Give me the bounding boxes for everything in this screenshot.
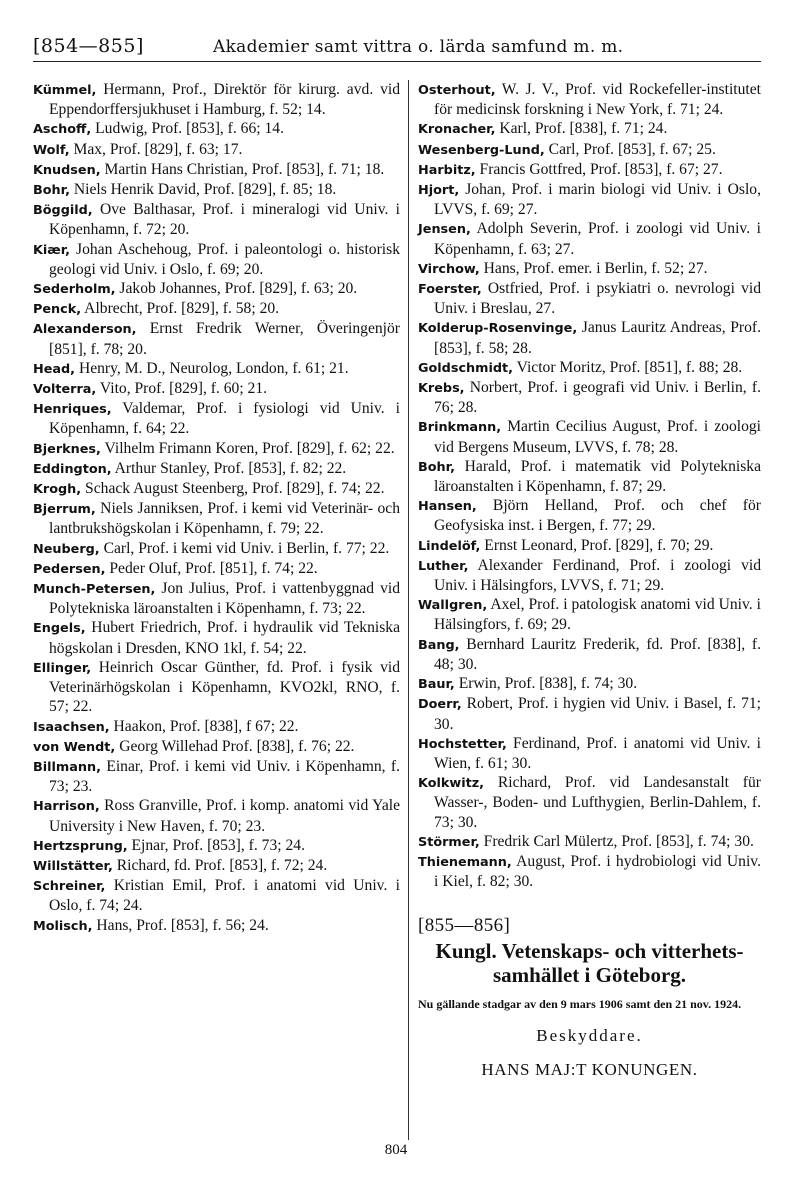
member-name: Volterra, xyxy=(33,382,97,398)
member-details: Vilhelm Frimann Koren, Prof. [829], f. 62; 22. xyxy=(100,439,395,457)
member-entry xyxy=(33,119,400,139)
member-entry xyxy=(418,378,761,417)
member-details: Carl, Prof. i kemi vid Univ. i Berlin, f. 77; 22. xyxy=(99,539,390,557)
member-details: Janus Lauritz Andreas, Prof. [853], f. 58; 28. xyxy=(434,319,761,357)
running-header xyxy=(33,35,761,62)
member-details: Johan, Prof. i marin biologi vid Univ. i Oslo, LVVS, f. 69; 27. xyxy=(434,181,761,219)
member-entry xyxy=(33,160,400,180)
member-details: Niels Janniksen, Prof. i kemi vid Veterinär- och lantbrukshögskolan i Köpenhamn, f. 79; 22. xyxy=(49,500,400,538)
member-entry xyxy=(33,876,400,915)
member-entry xyxy=(418,318,761,357)
member-name: Harrison, xyxy=(33,799,100,815)
member-details: Hans, Prof. [853], f. 56; 24. xyxy=(92,916,269,934)
member-name: Kolderup-Rosenvinge, xyxy=(418,321,578,337)
member-details: Norbert, Prof. i geografi vid Univ. i Berlin, f. 76; 28. xyxy=(434,379,761,417)
member-details: Ostfried, Prof. i psykiatri o. nevrologi vid Univ. i Breslau, 27. xyxy=(434,280,761,318)
member-details: Ejnar, Prof. [853], f. 73; 24. xyxy=(127,836,305,854)
member-details: August, Prof. i hydrobiologi vid Univ. i Kiel, f. 82; 30. xyxy=(434,852,761,891)
member-name: Thienemann, xyxy=(418,854,512,870)
member-name: Wallgren, xyxy=(418,598,488,614)
member-details: W. J. V., Prof. vid Rockefeller-institutet för medicinsk forskning i New York, f. 71; 24. xyxy=(434,81,761,119)
member-details: Martin Hans Christian, Prof. [853], f. 71; 18. xyxy=(100,160,385,178)
member-name: Harbitz, xyxy=(418,162,476,178)
member-entry xyxy=(418,140,761,160)
member-details: Alexander Ferdinand, Prof. i zoologi vid Univ. i Hälsingfors, LVVS, f. 71; 29. xyxy=(434,556,761,595)
member-name: Aschoff, xyxy=(33,122,92,138)
member-entry xyxy=(33,439,400,459)
member-entry xyxy=(33,80,400,119)
member-details: Heinrich Oscar Günther, fd. Prof. i fysik vid Veterinärhögskolan i Köpenhamn, KVO2kl, RNO, f. 57; 22. xyxy=(49,658,400,716)
member-name: Alexanderson, xyxy=(33,322,137,338)
member-name: Molisch, xyxy=(33,918,93,934)
member-entry xyxy=(418,279,761,318)
member-entry xyxy=(33,479,400,499)
section-number: [855—856] xyxy=(418,915,511,937)
member-name: Böggild, xyxy=(33,203,93,219)
member-details: Björn Helland, Prof. och chef för Geofysiska inst. i Bergen, f. 77; 29. xyxy=(434,497,761,535)
member-name: Bohr, xyxy=(418,459,455,475)
member-details: Carl, Prof. [853], f. 67; 25. xyxy=(544,140,716,158)
member-details: Niels Henrik David, Prof. [829], f. 85; 18. xyxy=(69,181,337,199)
member-entry xyxy=(418,417,761,456)
header-page-range: [854—855] xyxy=(33,35,144,57)
member-details: Albrecht, Prof. [829], f. 58; 20. xyxy=(81,300,280,318)
member-name: Osterhout, xyxy=(418,83,496,98)
section-subheading: Beskyddare. xyxy=(536,1026,643,1046)
member-entry xyxy=(418,496,761,535)
member-entry xyxy=(418,358,761,378)
member-name: Isaachsen, xyxy=(33,719,110,735)
member-name: Baur, xyxy=(418,677,455,693)
section-goteborg xyxy=(418,915,761,1080)
member-entry xyxy=(33,240,400,279)
member-name: Lindelöf, xyxy=(418,538,481,554)
member-name: Ellinger, xyxy=(33,660,92,676)
member-details: Jon Julius, Prof. i vattenbyggnad vid Polytekniska läroanstalten i Köpenhamn, f. 73; 22. xyxy=(49,580,400,618)
member-details: Victor Moritz, Prof. [851], f. 88; 28. xyxy=(513,358,743,376)
member-name: Billmann, xyxy=(33,759,101,775)
section-statute-note: Nu gällande stadgar av den 9 mars 1906 samt den 21 nov. 1924. xyxy=(418,997,742,1012)
member-name: Hansen, xyxy=(418,499,477,515)
member-entry xyxy=(418,457,761,496)
member-name: Virchow, xyxy=(418,261,480,277)
member-details: Ross Granville, Prof. i komp. anatomi vid Yale University i New Haven, f. 70; 23. xyxy=(49,797,400,835)
member-name: Jensen, xyxy=(418,222,471,238)
member-name: Penck, xyxy=(33,302,82,318)
member-details: Karl, Prof. [838], f. 71; 24. xyxy=(495,120,668,138)
member-name: Sederholm, xyxy=(33,282,116,298)
member-details: Axel, Prof. i patologisk anatomi vid Univ. i Hälsingfors, f. 69; 29. xyxy=(434,596,761,634)
section-title-line2: samhället i Göteborg. xyxy=(492,963,687,988)
member-name: Krogh, xyxy=(33,482,82,498)
member-name: Hertzsprung, xyxy=(33,838,128,854)
member-details: Ferdinand, Prof. i anatomi vid Univ. i Wien, f. 61; 30. xyxy=(434,734,761,772)
member-name: Head, xyxy=(33,361,76,377)
member-details: Schack August Steenberg, Prof. [829], f. 74; 22. xyxy=(81,480,385,498)
member-name: Knudsen, xyxy=(33,162,101,178)
member-name: Störmer, xyxy=(418,834,480,850)
member-name: Pedersen, xyxy=(33,561,106,577)
member-entry xyxy=(418,556,761,595)
member-entry xyxy=(33,359,400,379)
member-name: Kronacher, xyxy=(418,122,496,138)
member-details: Kristian Emil, Prof. i anatomi vid Univ. i Oslo, f. 74; 24. xyxy=(49,877,400,915)
member-details: Henry, M. D., Neurolog, London, f. 61; 21. xyxy=(75,359,349,377)
member-entry xyxy=(33,399,400,438)
member-name: Bjerknes, xyxy=(33,441,101,457)
member-details: Haakon, Prof. [838], f 67; 22. xyxy=(109,717,299,735)
member-details: Erwin, Prof. [838], f. 74; 30. xyxy=(454,675,638,693)
member-entry xyxy=(418,536,761,556)
member-entry xyxy=(33,836,400,856)
member-name: Eddington, xyxy=(33,461,112,477)
member-entry xyxy=(33,459,400,479)
member-entry xyxy=(33,539,400,559)
member-name: Wolf, xyxy=(33,142,70,158)
member-entry xyxy=(33,717,400,737)
member-details: Richard, Prof. vid Landesanstalt für Wasser-, Boden- und Lufthygien, Berlin-Dahlem, f. 73; 30. xyxy=(434,774,761,831)
member-name: Bang, xyxy=(418,637,460,653)
member-name: Henriques, xyxy=(33,402,112,418)
column-divider xyxy=(408,80,409,1140)
member-name: Brinkmann, xyxy=(418,420,502,436)
member-details: Arthur Stanley, Prof. [853], f. 82; 22. xyxy=(111,459,347,477)
member-entry xyxy=(33,180,400,200)
member-details: Martin Cecilius August, Prof. i zoologi vid Bergens Museum, LVVS, f. 78; 28. xyxy=(434,418,761,456)
member-entry xyxy=(418,119,761,139)
section-title-line1: Kungl. Vetenskaps- och vitterhets- xyxy=(435,939,744,964)
member-entry xyxy=(418,80,761,119)
member-entry xyxy=(418,219,761,258)
member-details: Jakob Johannes, Prof. [829], f. 63; 20. xyxy=(115,280,358,298)
member-name: Schreiner, xyxy=(33,879,106,895)
member-entry xyxy=(418,674,761,694)
member-details: Richard, fd. Prof. [853], f. 72; 24. xyxy=(112,856,328,874)
member-entry xyxy=(418,595,761,634)
member-name: Bjerrum, xyxy=(33,502,96,518)
member-entry xyxy=(418,773,761,832)
member-name: Goldschmidt, xyxy=(418,360,514,376)
member-entry xyxy=(33,618,400,657)
member-entry xyxy=(33,796,400,835)
member-details: Max, Prof. [829], f. 63; 17. xyxy=(69,140,243,158)
member-name: Hjort, xyxy=(418,183,460,199)
member-name: Doerr, xyxy=(418,697,462,713)
member-name: Munch-Petersen, xyxy=(33,582,156,598)
member-entry xyxy=(33,499,400,538)
member-details: Valdemar, Prof. i fysiologi vid Univ. i Köpenhamn, f. 64; 22. xyxy=(49,400,400,438)
member-details: Ove Balthasar, Prof. i mineralogi vid Univ. i Köpenhamn, f. 72; 20. xyxy=(49,201,400,239)
left-column xyxy=(33,80,400,936)
member-details: Vito, Prof. [829], f. 60; 21. xyxy=(96,380,268,398)
member-entry xyxy=(33,658,400,717)
member-entry xyxy=(33,559,400,579)
page-number: 804 xyxy=(384,1142,408,1158)
member-details: Einar, Prof. i kemi vid Univ. i Köpenhamn, f. 73; 23. xyxy=(49,757,400,796)
member-entry xyxy=(33,579,400,618)
member-details: Hubert Friedrich, Prof. i hydraulik vid Tekniska högskolan i Dresden, KNO 1kl, f. 54; 22. xyxy=(49,619,400,657)
member-name: Kümmel, xyxy=(33,83,97,98)
member-entry xyxy=(418,832,761,852)
member-entry xyxy=(33,319,400,358)
member-details: Ludwig, Prof. [853], f. 66; 14. xyxy=(91,120,284,138)
member-entry xyxy=(418,734,761,773)
member-details: Bernhard Lauritz Frederik, fd. Prof. [838], f. 48; 30. xyxy=(434,635,761,673)
right-entry-list xyxy=(418,80,761,891)
member-details: Harald, Prof. i matematik vid Polytekniska läroanstalten i Köpenhamn, f. 87; 29. xyxy=(434,457,761,496)
member-details: Georg Willehad Prof. [838], f. 76; 22. xyxy=(115,737,355,755)
member-entry xyxy=(418,180,761,219)
member-entry xyxy=(418,160,761,180)
member-name: Hochstetter, xyxy=(418,736,507,752)
member-details: Adolph Severin, Prof. i zoologi vid Univ. i Köpenhamn, f. 63; 27. xyxy=(434,220,761,258)
member-details: Robert, Prof. i hygien vid Univ. i Basel, f. 71; 30. xyxy=(434,695,761,733)
member-details: Ernst Fredrik Werner, Överingenjör [851], f. 78; 20. xyxy=(49,320,400,358)
member-entry xyxy=(33,737,400,757)
member-name: Luther, xyxy=(418,558,469,574)
member-entry xyxy=(418,259,761,279)
member-entry xyxy=(33,140,400,160)
member-entry xyxy=(33,856,400,876)
member-name: Foerster, xyxy=(418,282,482,298)
member-name: Wesenberg-Lund, xyxy=(418,142,545,158)
member-entry xyxy=(418,694,761,733)
member-entry xyxy=(418,635,761,674)
member-details: Hans, Prof. emer. i Berlin, f. 52; 27. xyxy=(479,259,708,277)
member-name: Kolkwitz, xyxy=(418,776,485,792)
member-name: von Wendt, xyxy=(33,739,116,755)
member-name: Bohr, xyxy=(33,183,70,199)
member-entry xyxy=(33,299,400,319)
member-name: Willstätter, xyxy=(33,858,113,874)
member-details: Johan Aschehoug, Prof. i paleontologi o. historisk geologi vid Univ. i Oslo, f. 69; 20. xyxy=(49,240,400,278)
member-details: Peder Oluf, Prof. [851], f. 74; 22. xyxy=(105,559,318,577)
member-entry xyxy=(33,916,400,936)
section-patron: HANS MAJ:T KONUNGEN. xyxy=(481,1060,698,1080)
right-column xyxy=(418,80,761,1080)
header-title: Akademier samt vittra o. lärda samfund m. m. xyxy=(213,37,624,57)
member-name: Neuberg, xyxy=(33,541,100,557)
member-name: Krebs, xyxy=(418,381,465,397)
member-details: Fredrik Carl Mülertz, Prof. [853], f. 74; 30. xyxy=(479,832,754,850)
member-details: Ernst Leonard, Prof. [829], f. 70; 29. xyxy=(480,536,714,554)
member-details: Hermann, Prof., Direktör för kirurg. avd. vid Eppendorffersjukhuset i Hamburg, f. 52; 14. xyxy=(49,81,400,119)
member-details: Francis Gottfred, Prof. [853], f. 67; 27. xyxy=(475,160,723,178)
member-entry xyxy=(33,757,400,796)
member-entry xyxy=(33,279,400,299)
member-name: Kiær, xyxy=(33,242,71,258)
member-entry xyxy=(33,379,400,399)
member-entry xyxy=(418,852,761,891)
member-name: Engels, xyxy=(33,621,86,637)
member-entry xyxy=(33,200,400,239)
